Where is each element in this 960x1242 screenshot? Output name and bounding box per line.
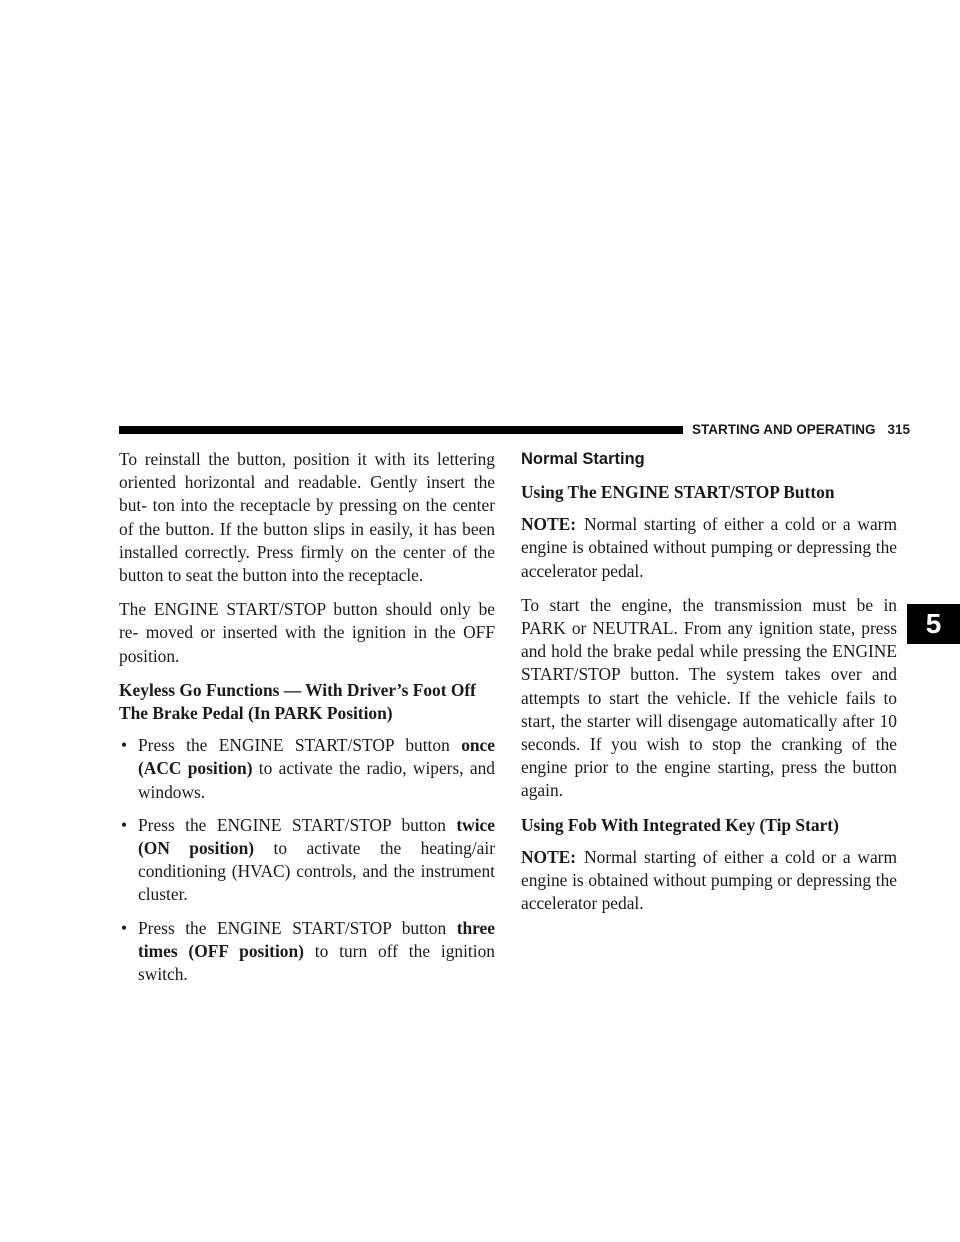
bullet-dot-icon: • bbox=[121, 814, 128, 835]
bullet-item bbox=[119, 917, 495, 987]
bullet-tail: to activate the radio, wipers, and windows. bbox=[138, 758, 495, 802]
subheading-start-stop: Using The ENGINE START/STOP Button bbox=[521, 482, 835, 502]
bullet-item bbox=[119, 814, 495, 907]
bullet-emphasis: three times (OFF position) bbox=[138, 917, 495, 961]
ignition-off-paragraph: The ENGINE START/STOP button should only be re- moved or inserted with the ignition in the OFF position. bbox=[119, 599, 495, 666]
bullet-tail: to turn off the ignition switch. bbox=[138, 940, 495, 985]
bullet-emphasis: once (ACC position) bbox=[138, 735, 495, 779]
bullet-emphasis: twice (ON position) bbox=[138, 814, 495, 859]
note-text: Normal starting of either a cold or a warm engine is obtained without pumping or depressing the accelerator pedal. bbox=[521, 846, 897, 914]
note-text: Normal starting of either a cold or a warm engine is obtained without pumping or depressing the accelerator pedal. bbox=[521, 514, 897, 581]
bullet-item bbox=[119, 734, 495, 804]
chapter-tab: 5 bbox=[907, 604, 960, 644]
note-label: NOTE: bbox=[521, 846, 577, 867]
left-column bbox=[119, 448, 495, 996]
bullet-dot-icon: • bbox=[121, 735, 128, 756]
reinstall-paragraph: To reinstall the button, position it with its lettering oriented horizontal and readable. Gently insert the but- ton into the receptacle by pressing on the center of the button. If the button slips in easily, it has been installed correctly. Press firmly on the center of the button to seat the button into the receptacle. bbox=[119, 449, 495, 586]
bullet-lead: Press the ENGINE START/STOP button bbox=[138, 917, 457, 938]
note-paragraph bbox=[521, 513, 897, 583]
bullet-lead: Press the ENGINE START/STOP button bbox=[138, 814, 457, 835]
header-rule bbox=[119, 426, 683, 434]
start-procedure-paragraph: To start the engine, the transmission must be in PARK or NEUTRAL. From any ignition state, press and hold the brake pedal while pressing the ENGINE START/STOP button. The system takes over and attempts to start the vehicle. If the vehicle fails to start, the starter will disengage automatically after 10 seconds. If you wish to stop the cranking of the engine prior to the engine starting, press the button again. bbox=[521, 594, 897, 801]
page-number: 315 bbox=[887, 422, 911, 437]
bullet-tail: to activate the heating/air conditioning (HVAC) controls, and the instrument cluster. bbox=[138, 838, 495, 905]
section-title: Normal Starting bbox=[521, 450, 645, 468]
section-name: STARTING AND OPERATING bbox=[692, 422, 876, 437]
right-column bbox=[521, 448, 897, 926]
note-label: NOTE: bbox=[521, 514, 577, 535]
bullet-lead: Press the ENGINE START/STOP button bbox=[138, 735, 462, 756]
subheading-fob: Using Fob With Integrated Key (Tip Start) bbox=[521, 814, 839, 835]
bullet-dot-icon: • bbox=[121, 917, 128, 938]
running-header bbox=[692, 422, 910, 437]
note-paragraph bbox=[521, 846, 897, 916]
keyless-go-heading: Keyless Go Functions — With Driver’s Foot Off The Brake Pedal (In PARK Position) bbox=[119, 679, 476, 724]
